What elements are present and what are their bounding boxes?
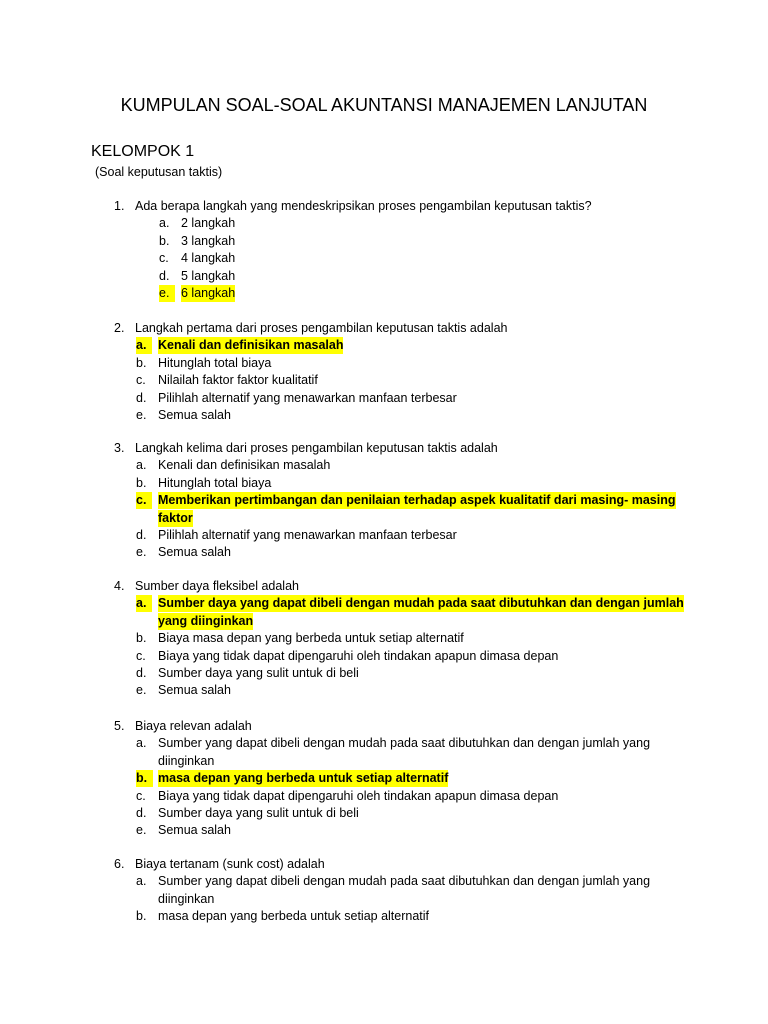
option-text: Sumber yang dapat dibeli dengan mudah pada saat dibutuhkan dan dengan jumlah yang <box>158 736 651 751</box>
question-body: Langkah kelima dari proses pengambilan keputusan taktis adalah <box>135 441 498 455</box>
option-letter: a. <box>136 458 147 473</box>
question-number: 3. <box>114 441 125 455</box>
question-number: 4. <box>114 579 125 593</box>
option-letter: e. <box>136 683 147 698</box>
option-letter: c. <box>136 648 146 663</box>
option-letter: b. <box>159 233 170 248</box>
option-text: 3 langkah <box>181 233 236 248</box>
question-number: 6. <box>114 857 125 871</box>
option-text-correct: masa depan yang berbeda untuk setiap alternatif <box>158 771 449 786</box>
option-text: Sumber yang dapat dibeli dengan mudah pada saat dibutuhkan dan dengan jumlah yang <box>158 874 651 889</box>
option-letter: b. <box>136 631 147 646</box>
option-text: Sumber daya yang sulit untuk di beli <box>158 666 359 680</box>
question-text <box>114 440 498 457</box>
option-letter: a. <box>159 216 170 231</box>
option-text: Biaya yang tidak dapat dipengaruhi oleh tindakan apapun dimasa depan <box>158 788 559 803</box>
question-body: Ada berapa langkah yang mendeskripsikan proses pengambilan keputusan taktis? <box>135 199 592 213</box>
option-letter: a. <box>136 874 147 889</box>
option-text: diinginkan <box>158 753 215 768</box>
question-text <box>114 320 508 337</box>
option-text: Semua salah <box>158 545 231 560</box>
option-text: Semua salah <box>158 408 231 422</box>
question-text <box>114 198 592 215</box>
option-text: 5 langkah <box>181 268 236 283</box>
option-text: Sumber daya yang sulit untuk di beli <box>158 806 359 820</box>
option-text-correct: faktor <box>158 510 193 525</box>
option-text: Pilihlah alternatif yang menawarkan manfaan terbesar <box>158 528 457 542</box>
option-letter: d. <box>136 528 147 542</box>
option-letter: d. <box>159 268 170 283</box>
option-text: Biaya yang tidak dapat dipengaruhi oleh tindakan apapun dimasa depan <box>158 648 559 663</box>
option-letter: b. <box>136 909 147 924</box>
question-number: 1. <box>114 199 125 213</box>
option-letter: a. <box>136 736 147 751</box>
option-text: Semua salah <box>158 823 231 838</box>
option-text: 2 langkah <box>181 216 236 231</box>
option-text-correct: yang diinginkan <box>158 613 254 628</box>
group-heading: KELOMPOK 1 <box>91 143 195 160</box>
option-letter: c. <box>136 492 152 509</box>
question-number: 2. <box>114 321 125 335</box>
option-text: Semua salah <box>158 683 231 698</box>
option-letter: c. <box>136 373 146 388</box>
option-text: Nilailah faktor faktor kualitatif <box>158 373 318 388</box>
group-subtitle: (Soal keputusan taktis) <box>95 165 223 179</box>
question-body: Sumber daya fleksibel adalah <box>135 579 299 593</box>
option-letter: b. <box>136 355 147 370</box>
option-text: Pilihlah alternatif yang menawarkan manfaan terbesar <box>158 390 457 405</box>
option-letter: e. <box>136 408 147 422</box>
option-letter: e. <box>136 823 147 838</box>
option-letter: a. <box>136 337 152 354</box>
option-text: diinginkan <box>158 891 215 906</box>
option-letter: b. <box>136 475 147 490</box>
option-text: Hitunglah total biaya <box>158 475 272 490</box>
document-title: KUMPULAN SOAL-SOAL AKUNTANSI MANAJEMEN LANJUTAN <box>120 95 648 115</box>
option-text-correct: Kenali dan definisikan masalah <box>158 338 344 353</box>
option-text: 4 langkah <box>181 251 236 266</box>
option-text-correct: Memberikan pertimbangan dan penilaian terhadap aspek kualitatif dari masing- masing <box>158 493 676 508</box>
option-letter: c. <box>159 251 169 266</box>
question-number: 5. <box>114 719 125 733</box>
option-text-correct: Sumber daya yang dapat dibeli dengan mudah pada saat dibutuhkan dan dengan jumlah <box>158 596 684 611</box>
option-letter: b. <box>136 770 153 787</box>
option-text: masa depan yang berbeda untuk setiap alternatif <box>158 909 430 924</box>
option-letter: d. <box>136 666 147 680</box>
question-text <box>114 578 299 595</box>
question-text <box>114 718 252 735</box>
question-text <box>114 856 325 873</box>
option-letter: c. <box>136 788 146 803</box>
option-text: Kenali dan definisikan masalah <box>158 458 331 473</box>
option-letter: a. <box>136 595 152 612</box>
question-body: Langkah pertama dari proses pengambilan keputusan taktis adalah <box>135 321 508 335</box>
option-text: Biaya masa depan yang berbeda untuk setiap alternatif <box>158 631 464 646</box>
option-letter: e. <box>136 545 147 560</box>
option-letter: d. <box>136 390 147 405</box>
option-text-correct: 6 langkah <box>181 286 236 300</box>
option-text: Hitunglah total biaya <box>158 355 272 370</box>
question-body: Biaya tertanam (sunk cost) adalah <box>135 857 325 871</box>
question-body: Biaya relevan adalah <box>135 719 252 733</box>
option-letter: e. <box>159 285 175 302</box>
option-letter: d. <box>136 806 147 820</box>
